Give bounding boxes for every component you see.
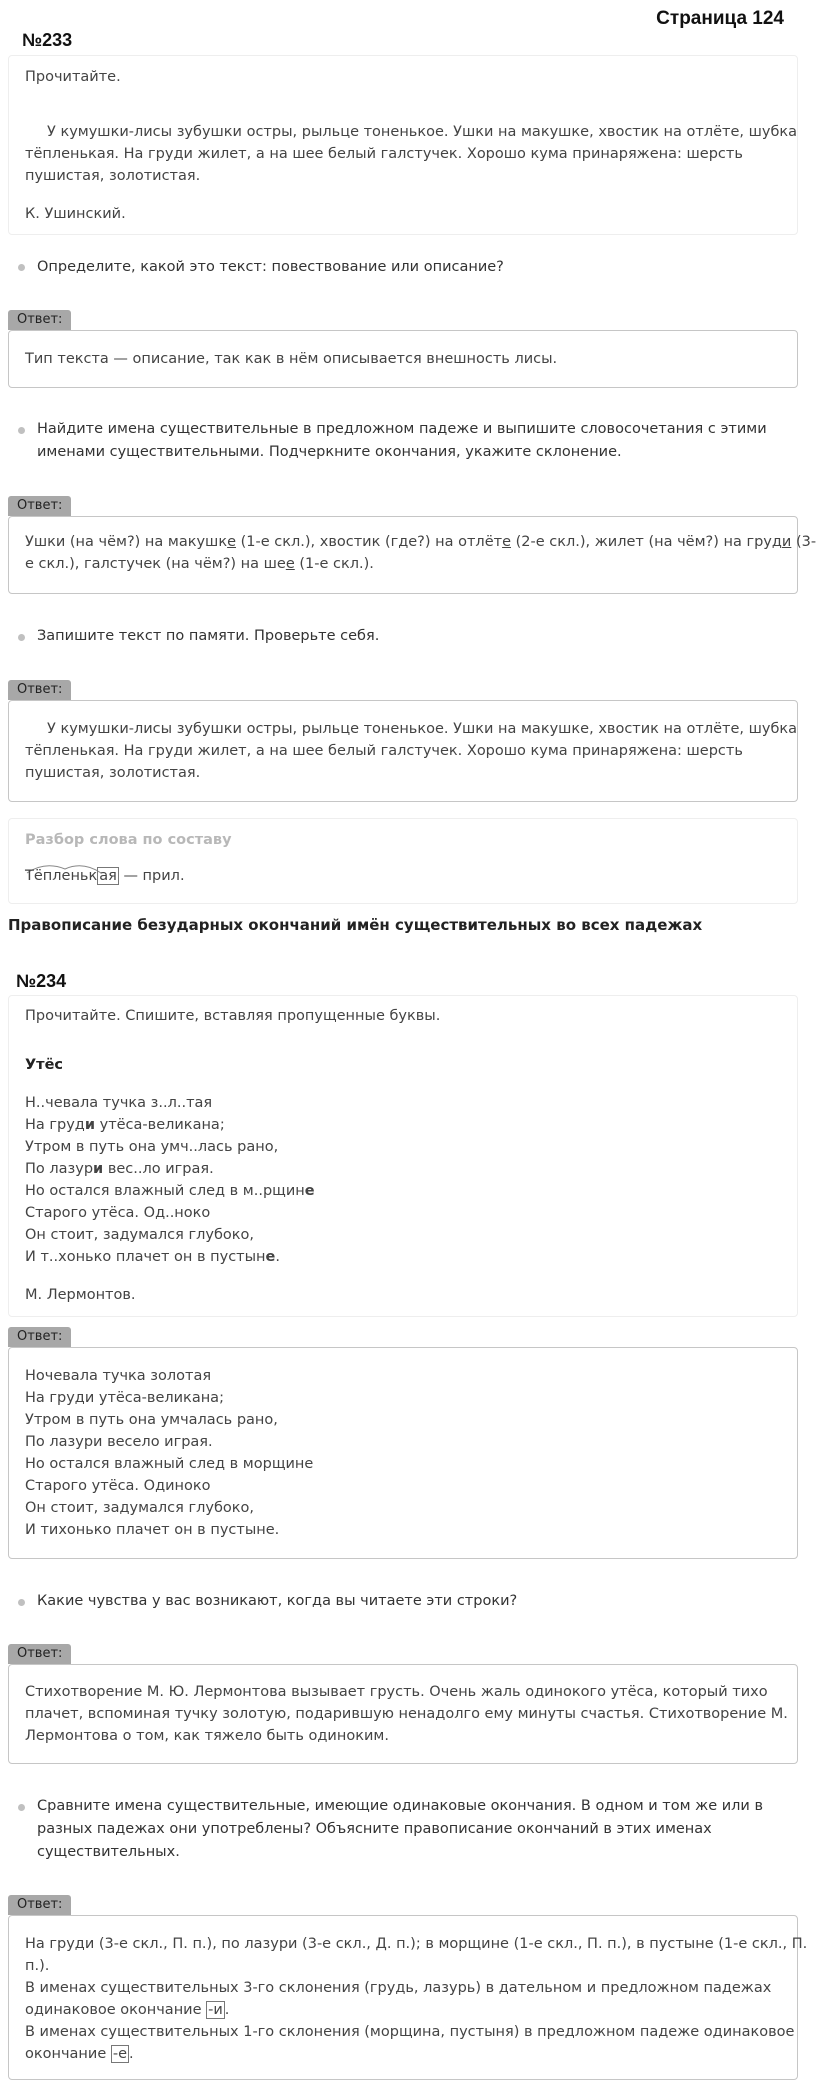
exercise-233-text-block xyxy=(8,55,798,235)
question-line: Сравните имена существительные, имеющие одинаковые окончания. В одном и том же или в xyxy=(37,1798,763,1814)
bullet-icon xyxy=(18,427,25,434)
question-line: разных падежах они употреблены? Объясните правописание окончаний в этих именах xyxy=(37,1821,712,1837)
answer-label: Ответ: xyxy=(8,680,71,700)
answer-line: Утром в путь она умчалась рано, xyxy=(25,1412,278,1428)
answer-box xyxy=(8,1915,808,2080)
answer-line: И тихонько плачет он в пустыне. xyxy=(25,1522,280,1538)
answer-line: п.). xyxy=(25,1958,50,1974)
question: Какие чувства у вас возникают, когда вы читаете эти строки? xyxy=(37,1593,518,1609)
word-parse-block xyxy=(8,818,798,904)
bullet-icon xyxy=(18,1804,25,1811)
answer-line: На груди утёса-великана; xyxy=(25,1390,224,1406)
answer-box xyxy=(8,516,816,594)
answer-line: По лазури весело играя. xyxy=(25,1434,213,1450)
text-line: тёпленькая. На груди жилет, а на шее белый галстучек. Хорошо кума принаряжена: шерсть xyxy=(25,146,743,162)
exercise-234-text-block xyxy=(8,995,798,1317)
answer-label: Ответ: xyxy=(8,496,71,516)
answer-line: Стихотворение М. Ю. Лермонтова вызывает грусть. Очень жаль одинокого утёса, который тихо xyxy=(25,1684,768,1700)
text-line: пушистая, золотистая. xyxy=(25,168,201,184)
poem-line: Н..чевала тучка з..л..тая xyxy=(25,1095,213,1111)
answer-line: е скл.), галстучек (на чём?) на шее (1-е скл.). xyxy=(25,556,374,572)
word-parse-title: Разбор слова по составу xyxy=(25,832,232,848)
answer-line: Он стоит, задумался глубоко, xyxy=(25,1500,254,1516)
poem-line: Но остался влажный след в м..рщине xyxy=(25,1183,315,1199)
question: Определите, какой это текст: повествование или описание? xyxy=(37,259,504,275)
bullet-icon xyxy=(18,634,25,641)
section-title: Правописание безударных окончаний имён существительных во всех падежах xyxy=(8,916,703,934)
answer-line: Ушки (на чём?) на макушке (1-е скл.), хвостик (где?) на отлёте (2-е скл.), жилет (на чём?) на груди (3- xyxy=(25,534,816,550)
poem-line: Утром в путь она умч..лась рано, xyxy=(25,1139,279,1155)
poem-line: И т..хонько плачет он в пустыне. xyxy=(25,1249,280,1265)
instruction: Прочитайте. xyxy=(25,69,121,85)
answer-line: Старого утёса. Одиноко xyxy=(25,1478,211,1494)
answer-line: Ночевала тучка золотая xyxy=(25,1368,212,1384)
answer-label: Ответ: xyxy=(8,1327,71,1347)
bullet-icon xyxy=(18,264,25,271)
answer-text: Тип текста — описание, так как в нём описывается внешность лисы. xyxy=(25,351,558,367)
answer-box xyxy=(8,1664,798,1764)
answer-line: На груди (3-е скл., П. п.), по лазури (3-е скл., Д. п.); в морщине (1-е скл., П. п.), в пустыне (1-е скл., П. xyxy=(25,1936,808,1952)
poem-title: Утёс xyxy=(25,1057,64,1073)
question-line: именами существительными. Подчеркните окончания, укажите склонение. xyxy=(37,444,622,460)
question: Запишите текст по памяти. Проверьте себя. xyxy=(37,628,380,644)
answer-box xyxy=(8,700,798,802)
exercise-number-234: №234 xyxy=(16,971,67,991)
answer-line: В именах существительных 3-го склонения (грудь, лазурь) в дательном и предложном падежах xyxy=(25,1980,772,1996)
answer-line: У кумушки-лисы зубушки остры, рыльце тоненькое. Ушки на макушке, хвостик на отлёте, шубка xyxy=(47,721,798,737)
question-line: существительных. xyxy=(37,1844,180,1860)
answer-line: окончание -е . xyxy=(25,2046,134,2062)
answer-line: пушистая, золотистая. xyxy=(25,765,201,781)
answer-label: Ответ: xyxy=(8,1895,71,1915)
exercise-number-233: №233 xyxy=(22,30,73,50)
answer-label: Ответ: xyxy=(8,310,71,330)
answer-line: тёпленькая. На груди жилет, а на шее белый галстучек. Хорошо кума принаряжена: шерсть xyxy=(25,743,743,759)
poem-line: На груди утёса-великана; xyxy=(25,1117,225,1133)
answer-box xyxy=(8,1347,798,1559)
poem-line: Он стоит, задумался глубоко, xyxy=(25,1227,254,1243)
question-line: Найдите имена существительные в предложном падеже и выпишите словосочетания с этими xyxy=(37,421,767,437)
instruction: Прочитайте. Спишите, вставляя пропущенные буквы. xyxy=(25,1008,441,1024)
poem-line: Старого утёса. Од..ноко xyxy=(25,1205,211,1221)
author: К. Ушинский. xyxy=(25,206,126,222)
answer-line: плачет, вспоминая тучку золотую, подарившую ненадолго ему минуты счастья. Стихотворение М. xyxy=(25,1706,788,1722)
answer-line: Но остался влажный след в морщине xyxy=(25,1456,314,1472)
word-parse: Тёпленьк ая — прил. xyxy=(25,868,185,884)
answer-line: Лермонтова о том, как тяжело быть одиноким. xyxy=(25,1728,389,1744)
bullet-icon xyxy=(18,1599,25,1606)
answer-box xyxy=(8,330,798,388)
text-line: У кумушки-лисы зубушки остры, рыльце тоненькое. Ушки на макушке, хвостик на отлёте, шубка xyxy=(47,124,798,140)
poem-line: По лазури вес..ло играя. xyxy=(25,1161,214,1177)
author: М. Лермонтов. xyxy=(25,1287,136,1303)
page-label: Страница 124 xyxy=(656,8,784,29)
answer-label: Ответ: xyxy=(8,1644,71,1664)
answer-line: одинаковое окончание -и . xyxy=(25,2002,230,2018)
answer-line: В именах существительных 1-го склонения (морщина, пустыня) в предложном падеже одинаковое xyxy=(25,2024,795,2040)
